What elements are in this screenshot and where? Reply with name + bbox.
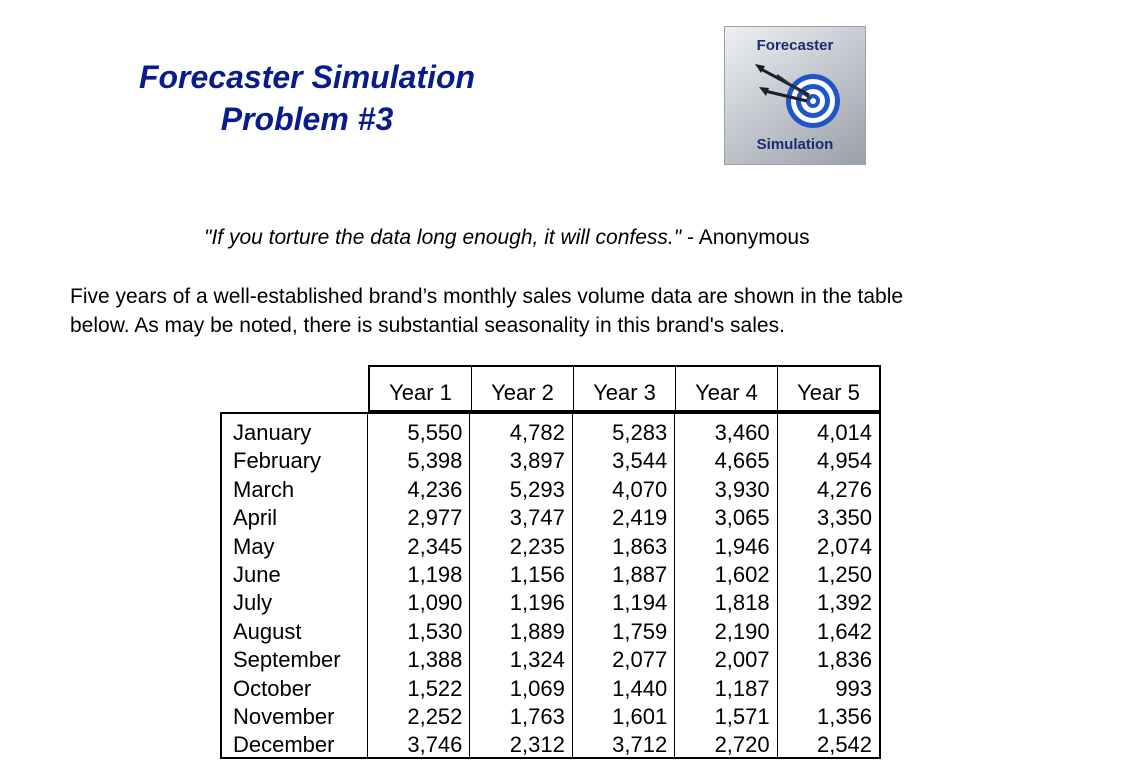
title-line-2: Problem #3	[220, 101, 394, 137]
month-label: November	[233, 703, 335, 729]
sales-value-cell: 2,345	[407, 533, 463, 559]
month-label: October	[233, 675, 312, 701]
sales-value-cell: 2,720	[714, 732, 770, 758]
forecaster-simulation-logo	[724, 26, 866, 165]
sales-value-cell: 2,252	[407, 703, 463, 729]
sales-value-cell: 2,542	[816, 732, 873, 758]
month-label: July	[233, 590, 273, 616]
sales-value-cell: 3,460	[714, 420, 770, 445]
month-label: March	[233, 476, 295, 502]
sales-value-cell: 1,818	[714, 590, 770, 616]
sales-value-cell: 2,190	[714, 618, 770, 644]
table-header-row	[368, 365, 881, 412]
sales-value-cell: 1,530	[407, 618, 463, 644]
sales-value-cell: 1,392	[816, 590, 873, 616]
title-line-1: Forecaster Simulation	[138, 59, 476, 95]
sales-value-cell: 1,602	[714, 561, 770, 587]
sales-value-cell: 5,293	[509, 476, 565, 502]
page-title	[112, 56, 502, 140]
sales-value-cell: 2,419	[612, 505, 668, 531]
sales-value-cell: 4,276	[816, 476, 873, 502]
sales-value-cell: 1,196	[509, 590, 565, 616]
month-label: May	[233, 533, 275, 559]
sales-value-cell: 1,601	[612, 703, 668, 729]
sales-value-cell: 5,283	[612, 420, 668, 445]
month-label: January	[233, 420, 312, 445]
quote-text: "If you torture the data long enough, it will confess."	[204, 226, 682, 249]
sales-value-cell: 3,930	[714, 476, 770, 502]
month-column	[222, 414, 368, 757]
sales-value-cell: 4,236	[407, 476, 463, 502]
month-label: August	[233, 618, 302, 644]
sales-value-cell: 1,759	[612, 618, 668, 644]
sales-value-cell: 1,194	[612, 590, 668, 616]
sales-value-cell: 2,977	[407, 505, 463, 531]
month-label: June	[233, 561, 281, 587]
sales-value-cell: 1,642	[816, 618, 873, 644]
sales-value-cell: 4,070	[612, 476, 668, 502]
sales-value-cell: 2,007	[714, 647, 770, 673]
sales-value-cell: 2,235	[509, 533, 565, 559]
sales-value-cell: 1,863	[612, 533, 668, 559]
sales-value-cell: 2,312	[509, 732, 565, 758]
month-label: February	[233, 448, 322, 474]
quote	[204, 226, 810, 250]
sales-value-cell: 993	[835, 675, 873, 701]
sales-value-cell: 2,074	[816, 533, 873, 559]
year-2-column	[470, 414, 572, 757]
sales-value-cell: 4,665	[714, 448, 770, 474]
header-year-3: Year 3	[574, 367, 676, 410]
month-label: April	[233, 505, 278, 531]
intro-line-1: Five years of a well-established brand’s monthly sales volume data are shown in the table	[70, 285, 904, 308]
sales-value-cell: 4,014	[816, 420, 873, 445]
sales-value-cell: 1,250	[816, 561, 873, 587]
target-with-darts-icon	[747, 61, 845, 133]
sales-value-cell: 3,350	[816, 505, 873, 531]
sales-value-cell: 3,747	[509, 505, 565, 531]
sales-value-cell: 3,897	[509, 448, 565, 474]
month-label: September	[233, 647, 341, 673]
year-1-column	[368, 414, 470, 757]
intro-line-2: below. As may be noted, there is substantial seasonality in this brand's sales.	[70, 314, 785, 337]
sales-value-cell: 2,077	[612, 647, 668, 673]
sales-value-cell: 1,522	[407, 675, 463, 701]
sales-value-cell: 3,065	[714, 505, 770, 531]
sales-value-cell: 1,763	[509, 703, 565, 729]
quote-attribution: - Anonymous	[681, 226, 810, 249]
sales-value-cell: 1,324	[509, 647, 565, 673]
sales-value-cell: 1,440	[612, 675, 668, 701]
sales-value-cell: 3,544	[612, 448, 668, 474]
sales-value-cell: 3,712	[612, 732, 668, 758]
year-3-column	[573, 414, 675, 757]
sales-value-cell: 1,946	[714, 533, 770, 559]
sales-value-cell: 4,782	[509, 420, 565, 445]
sales-value-cell: 1,198	[407, 561, 463, 587]
year-5-column	[778, 414, 879, 757]
sales-value-cell: 1,187	[714, 675, 770, 701]
sales-value-cell: 1,889	[509, 618, 565, 644]
table-body	[220, 412, 881, 759]
header-year-5: Year 5	[797, 380, 860, 405]
sales-value-cell: 1,356	[816, 703, 873, 729]
header-year-1: Year 1	[370, 367, 472, 410]
header-year-2: Year 2	[472, 367, 574, 410]
logo-bottom-text: Simulation	[756, 136, 834, 153]
sales-value-cell: 5,398	[407, 448, 463, 474]
header-year-4: Year 4	[676, 367, 778, 410]
intro-paragraph	[70, 282, 1070, 340]
year-4-column	[675, 414, 777, 757]
sales-value-cell: 5,550	[407, 420, 463, 445]
sales-value-cell: 1,069	[509, 675, 565, 701]
sales-value-cell: 3,746	[407, 732, 463, 758]
month-label: December	[233, 732, 335, 758]
sales-value-cell: 1,090	[407, 590, 463, 616]
sales-value-cell: 1,156	[509, 561, 565, 587]
sales-value-cell: 1,571	[714, 703, 770, 729]
sales-value-cell: 1,388	[407, 647, 463, 673]
logo-top-text: Forecaster	[756, 37, 834, 54]
sales-value-cell: 1,887	[612, 561, 668, 587]
sales-value-cell: 4,954	[816, 448, 873, 474]
sales-value-cell: 1,836	[816, 647, 873, 673]
